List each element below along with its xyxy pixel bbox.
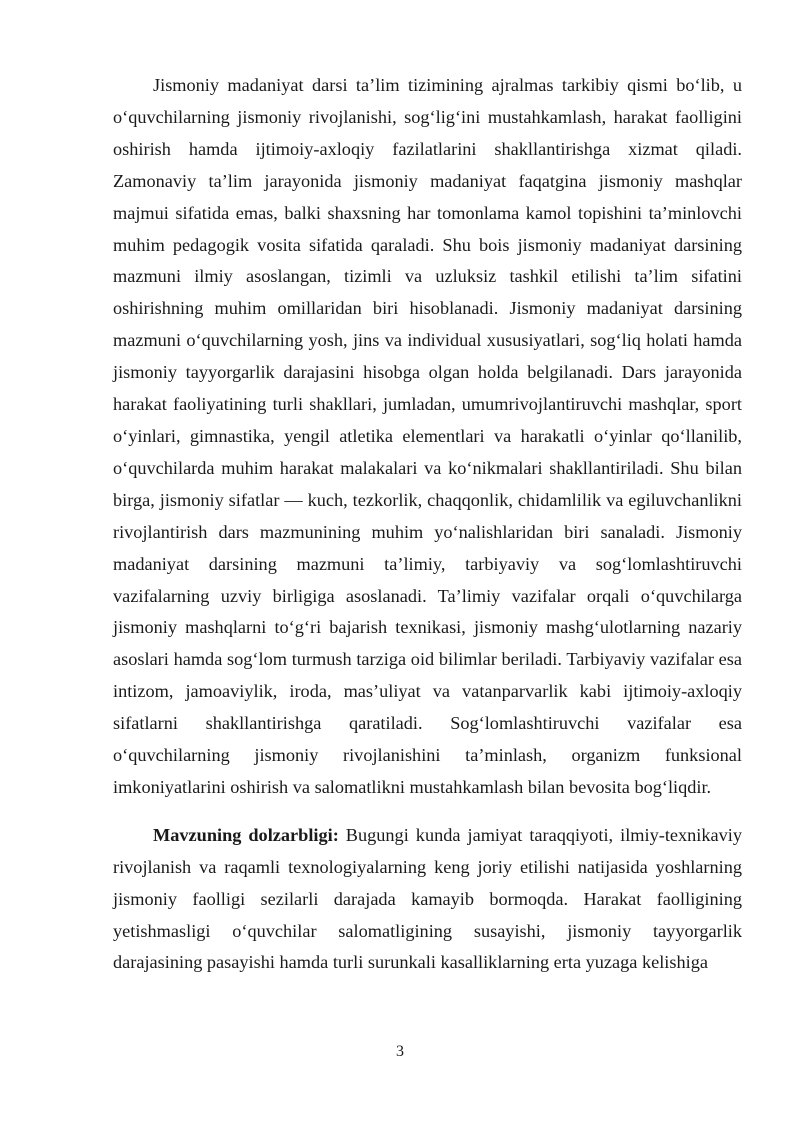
document-body: [113, 70, 742, 979]
page-number: 3: [396, 1043, 404, 1060]
section-heading: Mavzuning dolzarbligi:: [153, 824, 339, 845]
body-paragraph: Jismoniy madaniyat darsi ta’lim tizimining ajralmas tarkibiy qismi bo‘lib, u o‘quvchilarning jismoniy rivojlanishi, sog‘lig‘ini mustahkamlash, harakat faolligini oshirish hamda ijtimoiy-axloqiy fazilatlarini shakllantirishga xizmat qiladi. Zamonaviy ta’lim jarayonida jismoniy madaniyat faqatgina jismoniy mashqlar majmui sifatida emas, balki shaxsning har tomonlama kamol topishini ta’minlovchi muhim pedagogik vosita sifatida qaraladi. Shu bois jismoniy madaniyat darsining mazmuni ilmiy asoslangan, tizimli va uzluksiz tashkil etilishi ta’lim sifatini oshirishning muhim omillaridan biri hisoblanadi. Jismoniy madaniyat darsining mazmuni o‘quvchilarning yosh, jins va individual xususiyatlari, sog‘liq holati hamda jismoniy tayyorgarlik darajasini hisobga olgan holda belgilanadi. Dars jarayonida harakat faoliyatining turli shakllari, jumladan, umumrivojlantiruvchi mashqlar, sport o‘yinlari, gimnastika, yengil atletika elementlari va harakatli o‘yinlar qo‘llanilib, o‘quvchilarda muhim harakat malakalari va ko‘nikmalari shakllantiriladi. Shu bilan birga, jismoniy sifatlar — kuch, tezkorlik, chaqqonlik, chidamlilik va egiluvchanlikni rivojlantirish dars mazmunining muhim yo‘nalishlaridan biri sanaladi. Jismoniy madaniyat darsining mazmuni ta’limiy, tarbiyaviy va sog‘lomlashtiruvchi vazifalarning uzviy birligiga asoslanadi. Ta’limiy vazifalar orqali o‘quvchilarga jismoniy mashqlarni to‘g‘ri bajarish texnikasi, jismoniy mashg‘ulotlarning nazariy asoslari hamda sog‘lom turmush tarziga oid bilimlar beriladi. Tarbiyaviy vazifalar esa intizom, jamoaviylik, iroda, mas’uliyat va vatanparvarlik kabi ijtimoiy-axloqiy sifatlarni shakllantirishga qaratiladi. Sog‘lomlashtiruvchi vazifalar esa o‘quvchilarning jismoniy rivojlanishini ta’minlash, organizm funksional imkoniyatlarini oshirish va salomatlikni mustahkamlash bilan bevosita bog‘liqdir.: [113, 75, 742, 797]
relevance-text: Bugungi kunda jamiyat taraqqiyoti, ilmiy-texnikaviy rivojlanish va raqamli texnologiyalarning keng joriy etilishi natijasida yoshlarning jismoniy faolligi sezilarli darajada kamayib bormoqda. Harakat faolligining yetishmasligi o‘quvchilar salomatligining susayishi, jismoniy tayyorgarlik darajasining pasayishi hamda turli surunkali kasalliklarning erta yuzaga kelishiga: [113, 824, 742, 973]
relevance-paragraph: [113, 820, 742, 980]
